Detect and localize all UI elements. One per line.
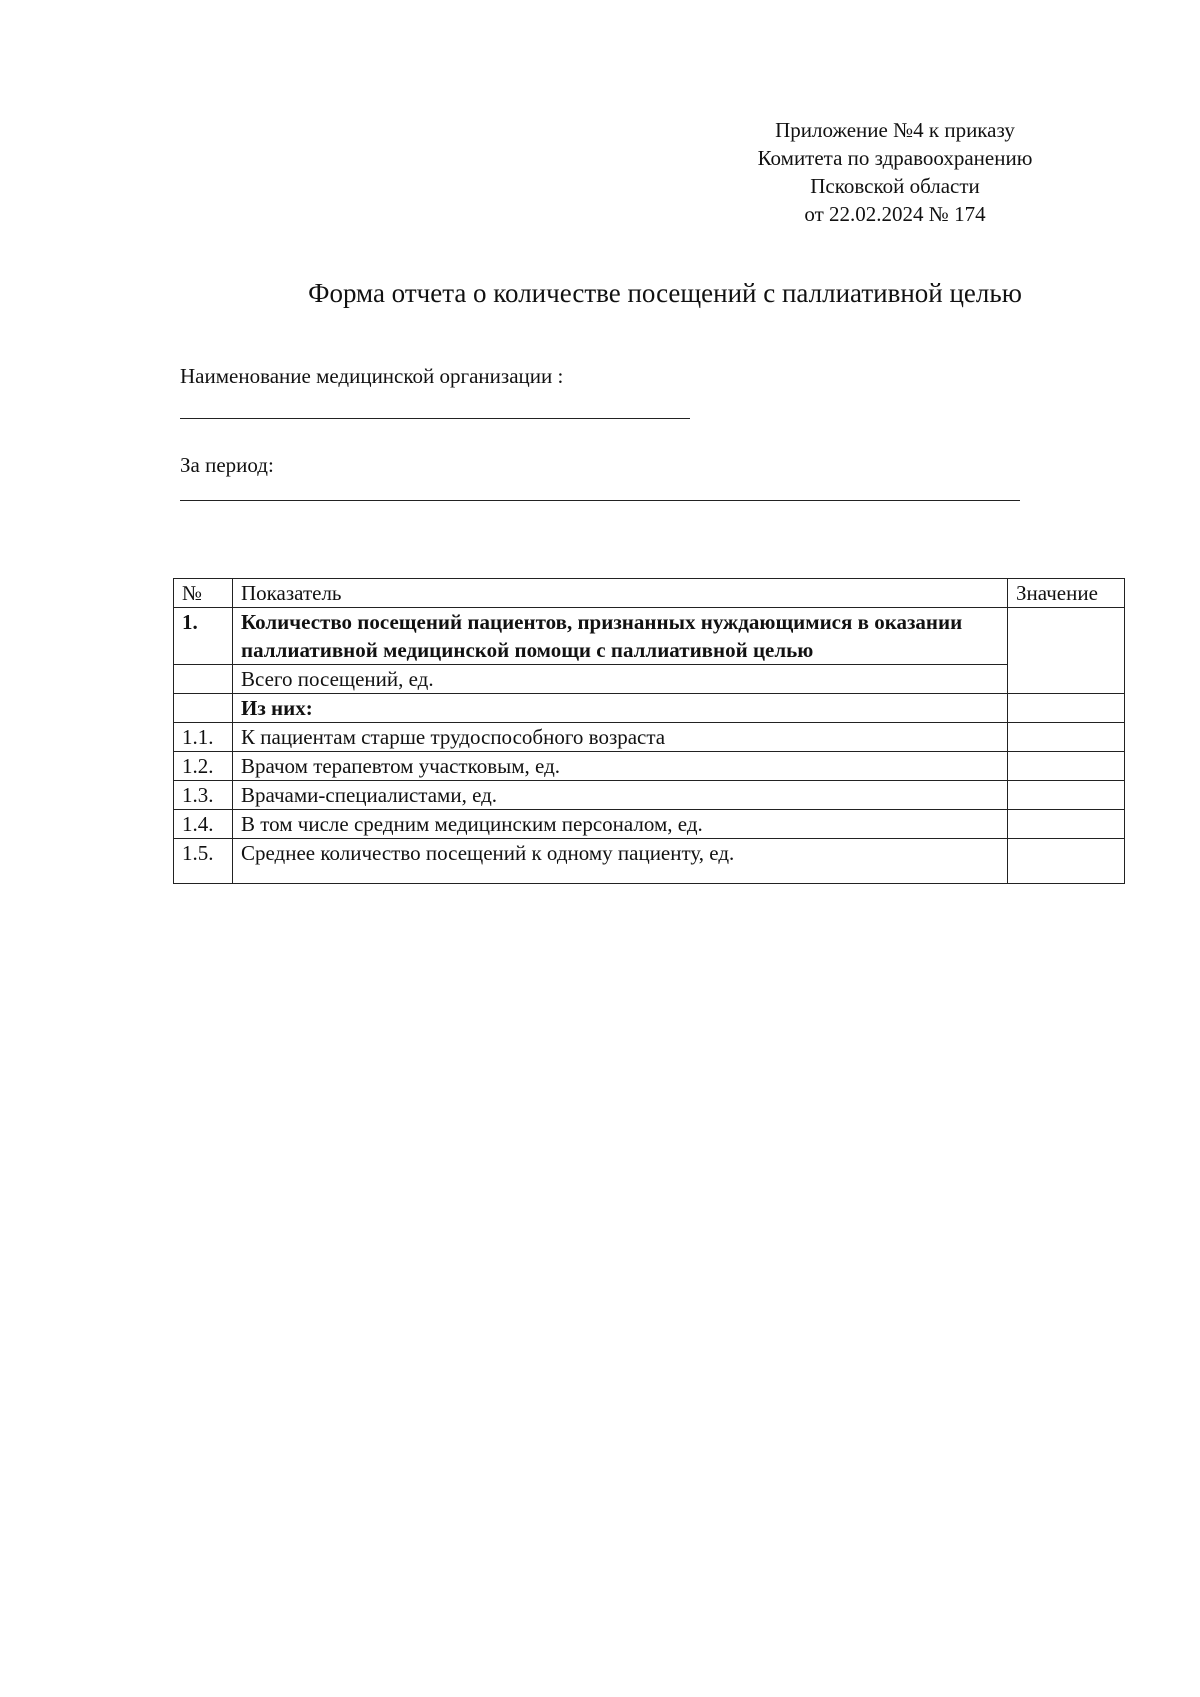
appendix-line-1: Приложение №4 к приказу — [775, 118, 1015, 142]
row-label: В том числе средним медицинским персоналом, ед. — [233, 810, 1008, 839]
row-label: Среднее количество посещений к одному пациенту, ед. — [233, 839, 1008, 884]
period-label: За период: — [180, 453, 274, 477]
table-row — [174, 608, 1125, 665]
row-label: Врачом терапевтом участковым, ед. — [233, 752, 1008, 781]
row-number: 1.5. — [174, 839, 233, 884]
appendix-line-4: от 22.02.2024 № 174 — [804, 202, 986, 226]
table-row — [174, 839, 1125, 884]
table-row — [174, 665, 1125, 694]
appendix-header — [700, 116, 1090, 228]
table-row — [174, 723, 1125, 752]
table-row — [174, 781, 1125, 810]
row-label: Количество посещений пациентов, признанных нуждающимися в оказании паллиативной медицинской помощи с паллиативной целью — [233, 608, 1008, 665]
row-label: Всего посещений, ед. — [233, 665, 1008, 694]
organization-fill-line — [180, 418, 690, 419]
header-indicator: Показатель — [233, 579, 1008, 608]
row-value-cell[interactable] — [1008, 781, 1125, 810]
period-fill-line — [180, 500, 1020, 501]
report-table — [173, 578, 1125, 884]
row-number — [174, 665, 233, 694]
row-value-cell[interactable] — [1008, 723, 1125, 752]
row-label: Из них: — [233, 694, 1008, 723]
row-number: 1.3. — [174, 781, 233, 810]
table-row — [174, 810, 1125, 839]
organization-label: Наименование медицинской организации : — [180, 364, 564, 388]
table-header-row — [174, 579, 1125, 608]
row-number: 1.4. — [174, 810, 233, 839]
row-number — [174, 694, 233, 723]
header-value: Значение — [1008, 579, 1125, 608]
form-title: Форма отчета о количестве посещений с паллиативной целью — [308, 278, 1022, 308]
row-number: 1.1. — [174, 723, 233, 752]
row-label: К пациентам старше трудоспособного возраста — [233, 723, 1008, 752]
appendix-line-3: Псковской области — [810, 174, 980, 198]
row-value-cell[interactable] — [1008, 608, 1125, 694]
row-value-cell[interactable] — [1008, 694, 1125, 723]
row-number: 1.2. — [174, 752, 233, 781]
table-row — [174, 694, 1125, 723]
header-number: № — [174, 579, 233, 608]
row-value-cell[interactable] — [1008, 752, 1125, 781]
row-value-cell[interactable] — [1008, 839, 1125, 884]
appendix-line-2: Комитета по здравоохранению — [757, 146, 1033, 170]
row-number: 1. — [174, 608, 233, 665]
table-row — [174, 752, 1125, 781]
row-label: Врачами-специалистами, ед. — [233, 781, 1008, 810]
row-value-cell[interactable] — [1008, 810, 1125, 839]
